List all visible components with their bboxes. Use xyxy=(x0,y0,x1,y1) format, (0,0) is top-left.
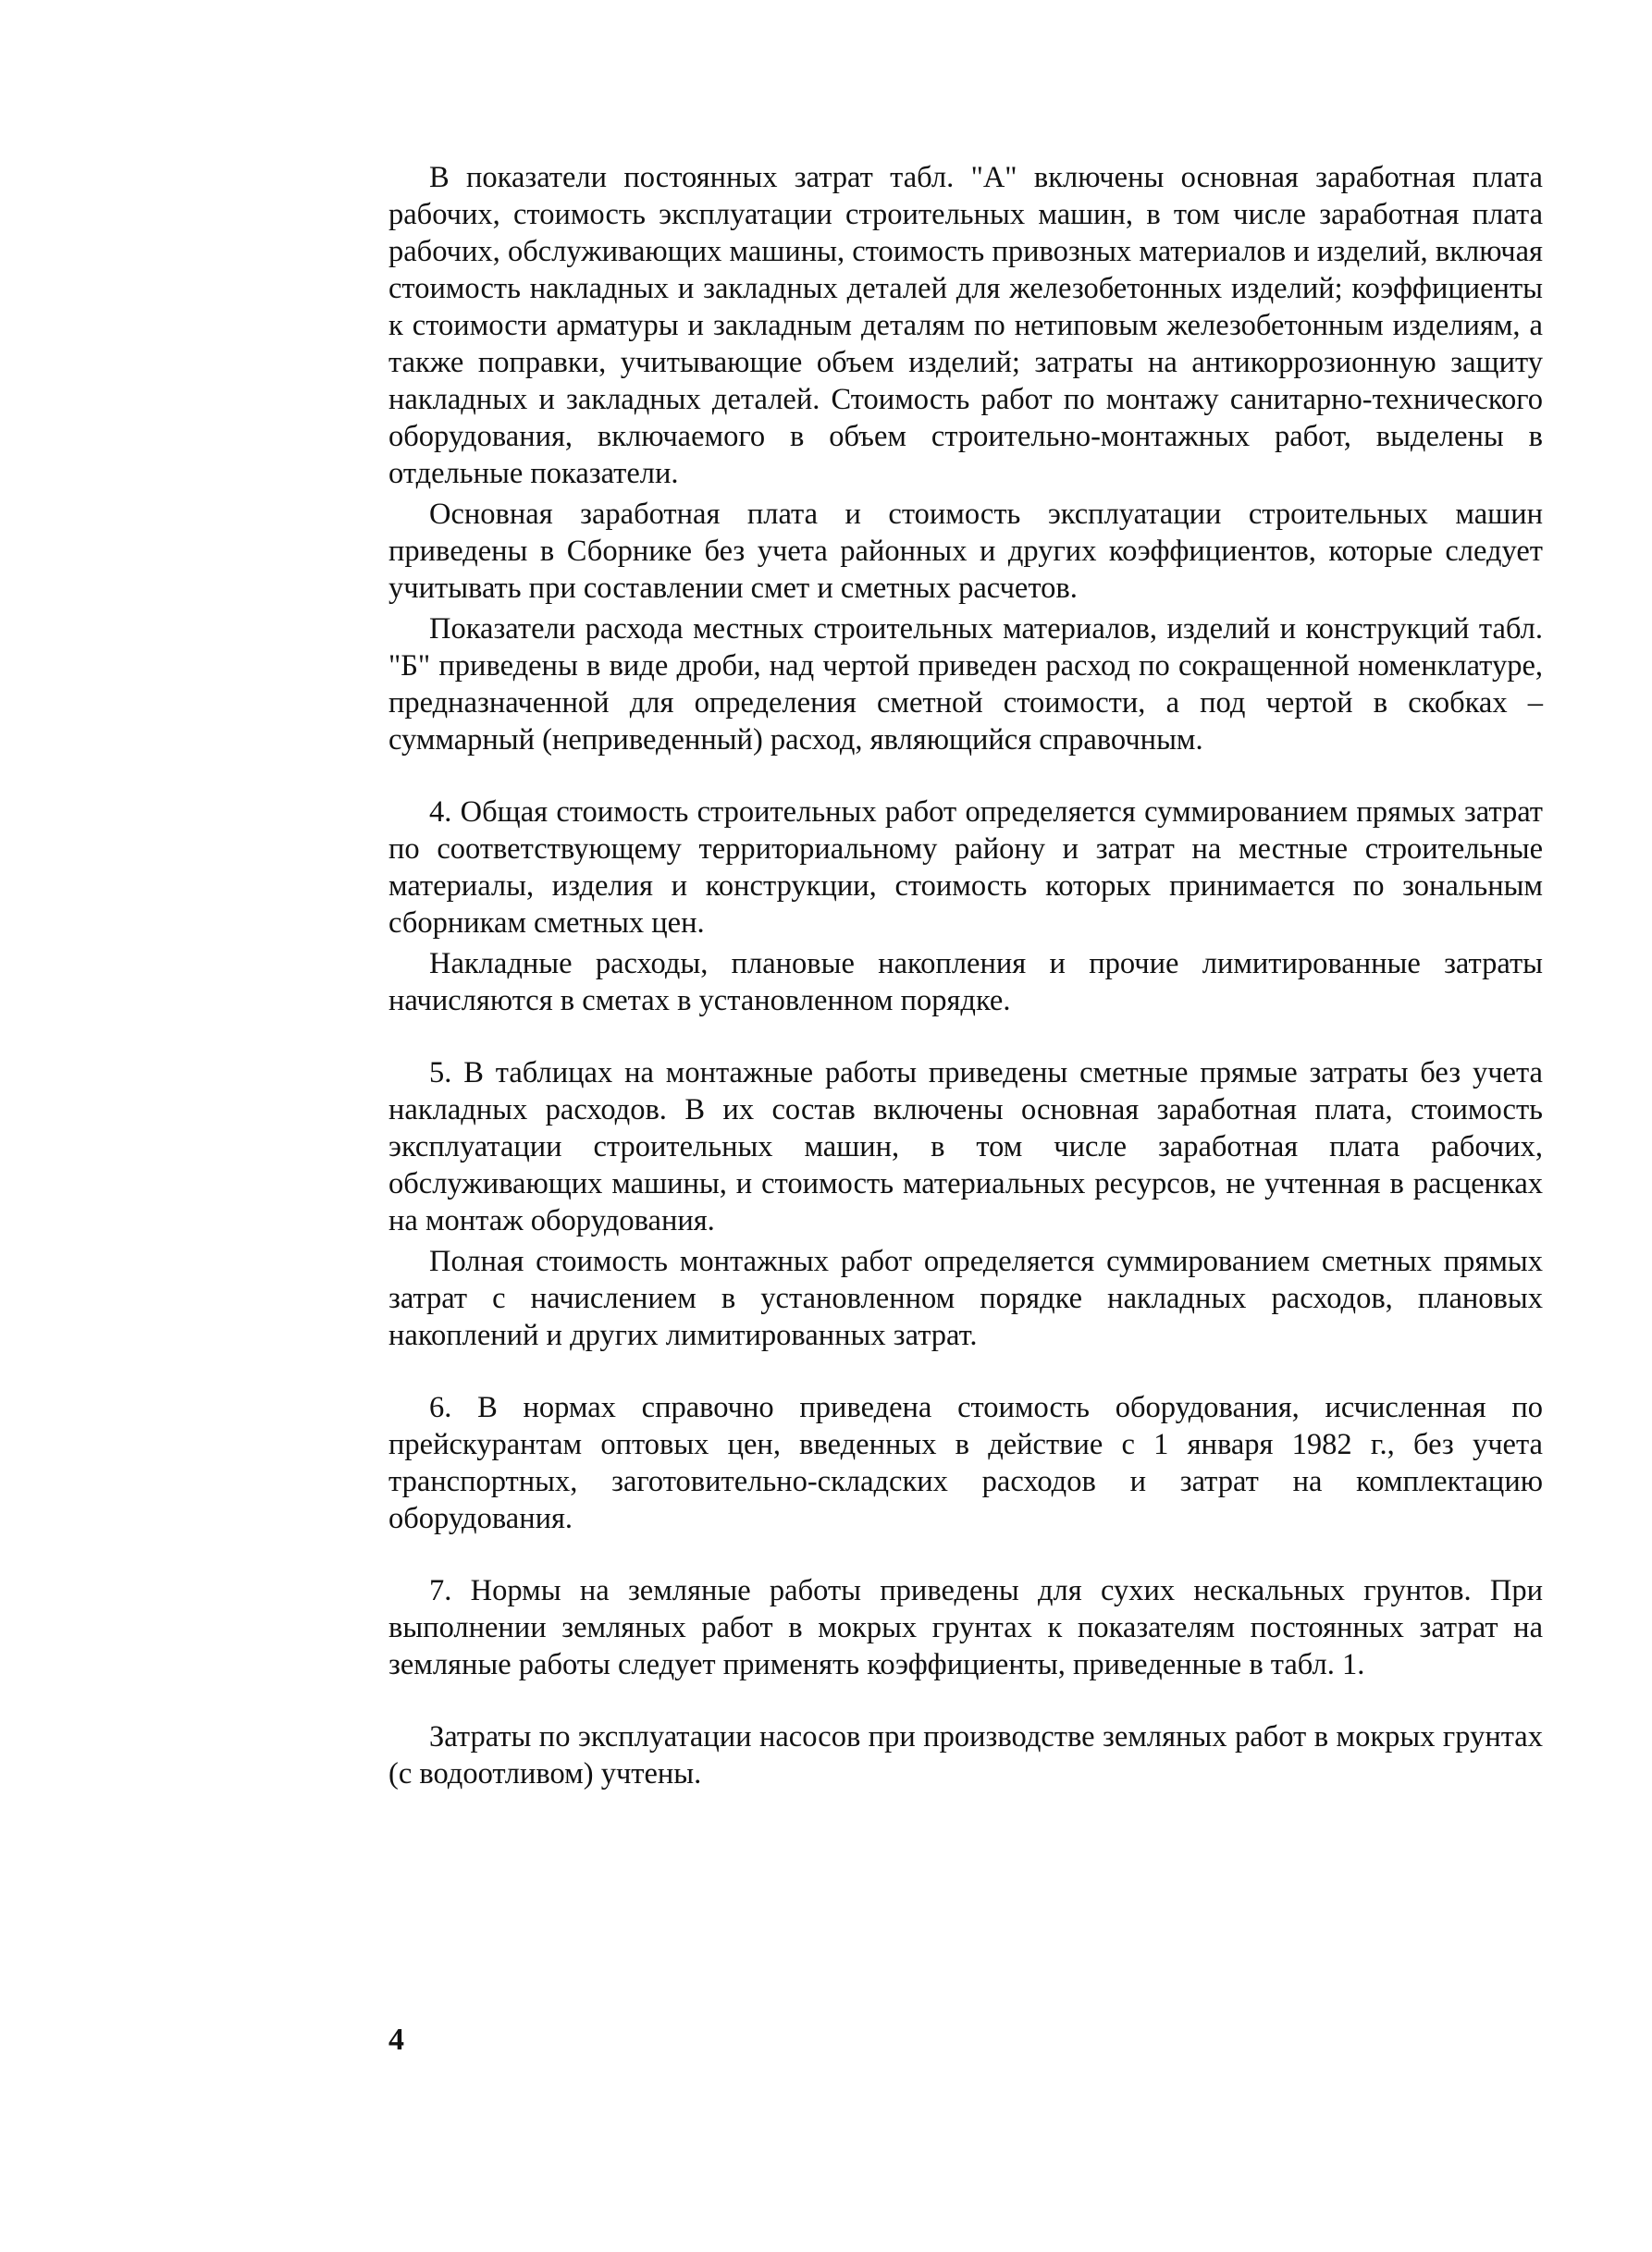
paragraph-pump-costs: Затраты по эксплуатации насосов при производстве земляных работ в мокрых грунтах (с водоотливом) учтены. xyxy=(388,1720,1543,1791)
paragraph-item-6-equipment-cost: 6. В нормах справочно приведена стоимость оборудования, исчисленная по прейскурантам оптовых цен, введенных в действие с 1 января 1982 г., без учета транспортных, заготовительно-складских расходов и затрат на комплектацию оборудования. xyxy=(388,1391,1543,1535)
paragraph-local-materials-table-b: Показатели расхода местных строительных материалов, изделий и конструкций табл. "Б" приведены в виде дроби, над чертой приведен расход по сокращенной номенклатуре, предназначенной для определения сметной стоимости, а под чертой в скобках – суммарный (неприведенный) расход, являющийся справочным. xyxy=(388,612,1543,757)
paragraph-full-installation-cost: Полная стоимость монтажных работ определяется суммированием сметных прямых затрат с начислением в установленном порядке накладных расходов, плановых накоплений и других лимитированных затрат. xyxy=(388,1245,1543,1352)
text-column xyxy=(388,159,1543,1792)
paragraph-base-wages: Основная заработная плата и стоимость эксплуатации строительных машин приведены в Сборнике без учета районных и других коэффициентов, которые следует учитывать при составлении смет и сметных расчетов. xyxy=(388,498,1543,605)
paragraph-item-7-earthworks: 7. Нормы на земляные работы приведены для сухих нескальных грунтов. При выполнении земляных работ в мокрых грунтах к показателям постоянных затрат на земляные работы следует применять коэффициенты, приведенные в табл. 1. xyxy=(388,1574,1543,1681)
paragraph-overhead-costs: Накладные расходы, плановые накопления и прочие лимитированные затраты начисляются в сметах в установленном порядке. xyxy=(388,947,1543,1017)
paragraph-cost-indicators-table-a: В показатели постоянных затрат табл. "А" включены основная заработная плата рабочих, стоимость эксплуатации строительных машин, в том числе заработная плата рабочих, обслуживающих машины, стоимость привозных материалов и изделий, включая стоимость накладных и закладных деталей для железобетонных изделий; коэффициенты к стоимости арматуры и закладным деталям по нетиповым железобетонным изделиям, а также поправки, учитывающие объем изделий; затраты на антикоррозионную защиту накладных и закладных деталей. Стоимость работ по монтажу санитарно-технического оборудования, включаемого в объем строительно-монтажных работ, выделены в отдельные показатели. xyxy=(388,161,1543,490)
page-number: 4 xyxy=(388,2023,404,2057)
paragraph-item-5-installation-works: 5. В таблицах на монтажные работы приведены сметные прямые затраты без учета накладных расходов. В их состав включены основная заработная плата, стоимость эксплуатации строительных машин, в том числе заработная плата рабочих, обслуживающих машины, и стоимость материальных ресурсов, не учтенная в расценках на монтаж оборудования. xyxy=(388,1056,1543,1237)
paragraph-item-4-total-cost: 4. Общая стоимость строительных работ определяется суммированием прямых затрат по соответствующему территориальному району и затрат на местные строительные материалы, изделия и конструкции, стоимость которых принимается по зональным сборникам сметных цен. xyxy=(388,795,1543,940)
